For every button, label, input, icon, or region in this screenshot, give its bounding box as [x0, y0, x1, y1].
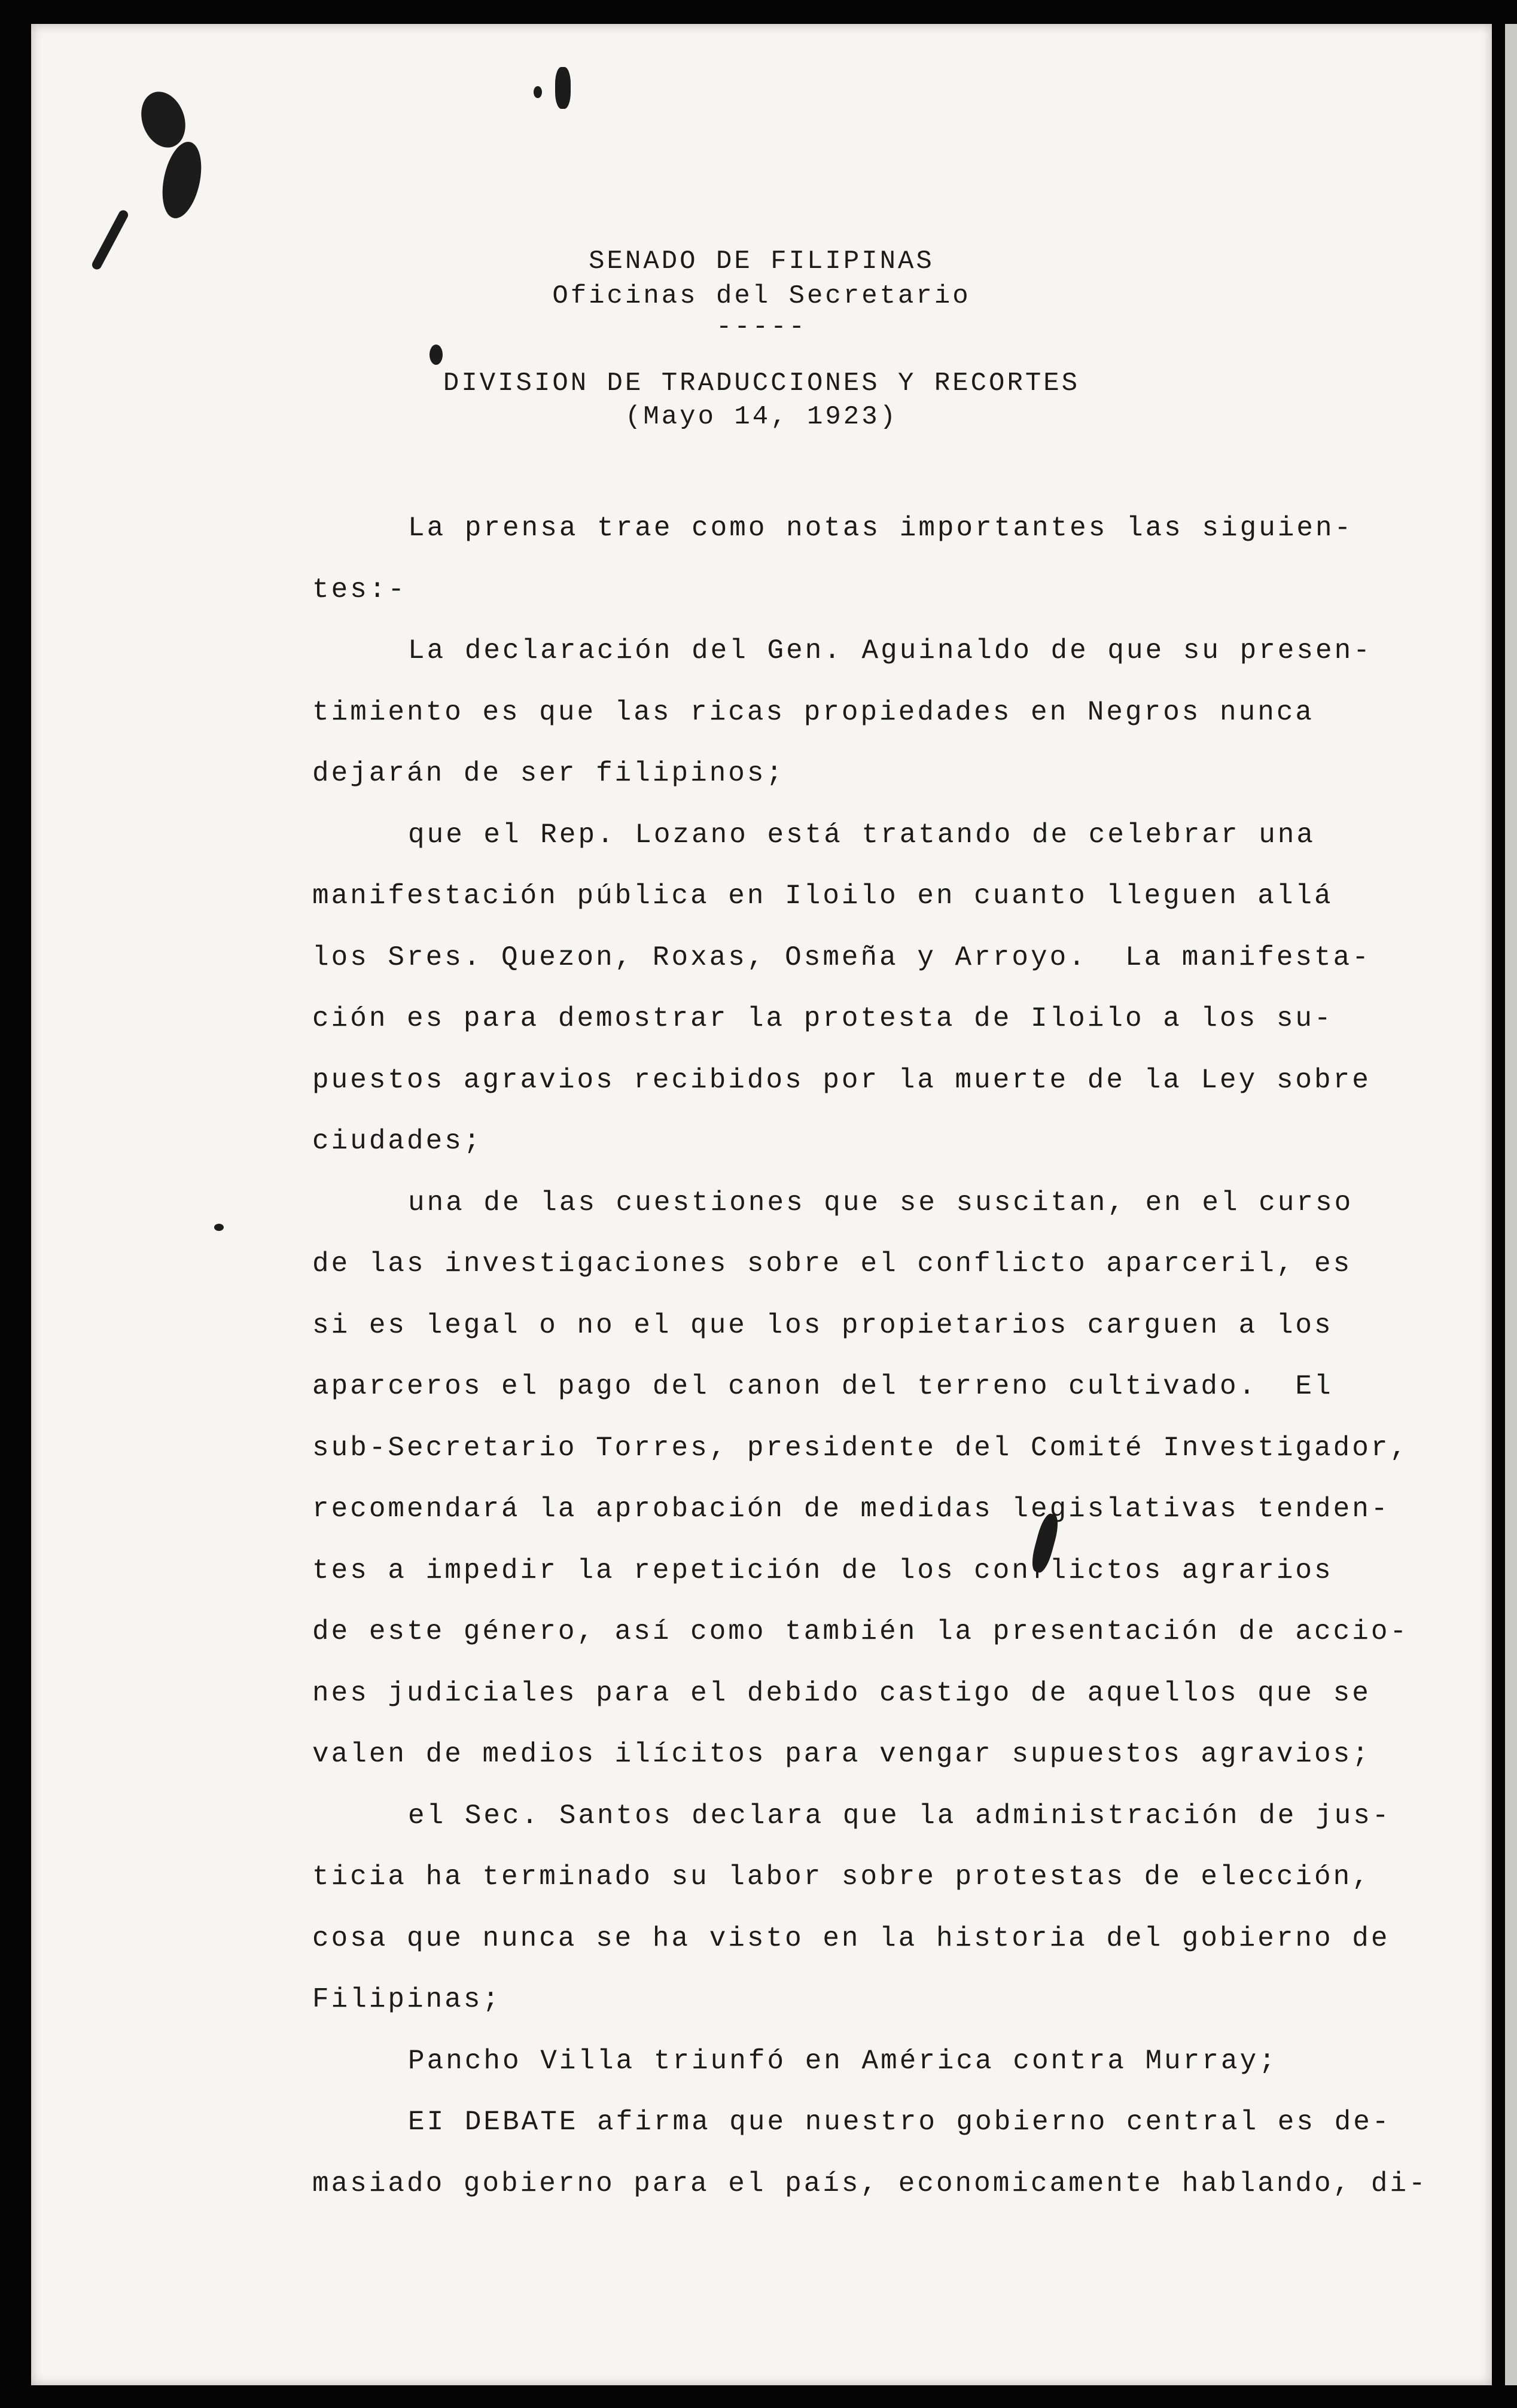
header-division-title: DIVISION DE TRADUCCIONES Y RECORTES: [443, 368, 1080, 398]
text-line: puestos agravios recibidos por la muerte de la Ley sobre: [312, 1064, 1371, 1096]
header-separator: -----: [715, 312, 808, 342]
header-office-subtitle: Oficinas del Secretario: [552, 281, 971, 311]
document-body: [312, 498, 1428, 2214]
header-date: (Mayo 14, 1923): [625, 402, 898, 432]
text-line: EI DEBATE afirma que nuestro gobierno central es de-: [408, 2107, 1391, 2138]
text-line: nes judiciales para el debido castigo de aquellos que se: [312, 1677, 1371, 1709]
text-line: Pancho Villa triunfó en América contra Murray;: [408, 2045, 1278, 2077]
text-line: timiento es que las ricas propiedades en Negros nunca: [312, 696, 1315, 728]
text-line: que el Rep. Lozano está tratando de celebrar una: [408, 819, 1316, 851]
text-line: de las investigaciones sobre el conflicto aparceril, es: [312, 1248, 1352, 1279]
text-line: La declaración del Gen. Aguinaldo de que su presen-: [408, 635, 1372, 666]
text-line: si es legal o no el que los propietarios carguen a los: [312, 1309, 1333, 1341]
ink-blot: [156, 138, 208, 222]
text-line: masiado gobierno para el país, economicamente hablando, di-: [312, 2168, 1428, 2199]
header-senate-title: SENADO DE FILIPINAS: [589, 246, 934, 276]
text-line: ticia ha terminado su labor sobre protestas de elección,: [312, 1861, 1371, 1892]
text-line: tes a impedir la repetición de los conflictos agrarios: [312, 1554, 1333, 1586]
text-line: ciudades;: [312, 1126, 483, 1157]
text-line: tes:-: [312, 574, 407, 605]
ink-dot: [534, 86, 542, 98]
text-line: los Sres. Quezon, Roxas, Osmeña y Arroyo. La manifesta-: [312, 941, 1371, 973]
text-line: Filipinas;: [312, 1984, 502, 2015]
ink-dot: [214, 1224, 224, 1231]
text-line: cosa que nunca se ha visto en la historia del gobierno de: [312, 1922, 1390, 1954]
text-line: recomendará la aprobación de medidas legislativas tenden-: [312, 1493, 1390, 1525]
ink-dot: [555, 67, 571, 109]
text-line: de este género, así como también la presentación de accio-: [312, 1616, 1409, 1647]
text-line: una de las cuestiones que se suscitan, en el curso: [408, 1187, 1354, 1218]
ink-dot: [429, 345, 443, 365]
text-line: ción es para demostrar la protesta de Iloilo a los su-: [312, 1003, 1333, 1034]
page-edge: [1505, 24, 1517, 2385]
text-line: sub-Secretario Torres, presidente del Comité Investigador,: [312, 1432, 1409, 1464]
text-line: el Sec. Santos declara que la administración de jus-: [408, 1800, 1391, 1831]
text-line: manifestación pública en Iloilo en cuanto lleguen allá: [312, 880, 1333, 912]
text-line: valen de medios ilícitos para vengar supuestos agravios;: [312, 1739, 1371, 1770]
text-line: aparceros el pago del canon del terreno cultivado. El: [312, 1371, 1333, 1402]
document-page: [31, 24, 1492, 2385]
text-line: dejarán de ser filipinos;: [312, 758, 785, 789]
text-line: La prensa trae como notas importantes las siguien-: [408, 513, 1354, 544]
